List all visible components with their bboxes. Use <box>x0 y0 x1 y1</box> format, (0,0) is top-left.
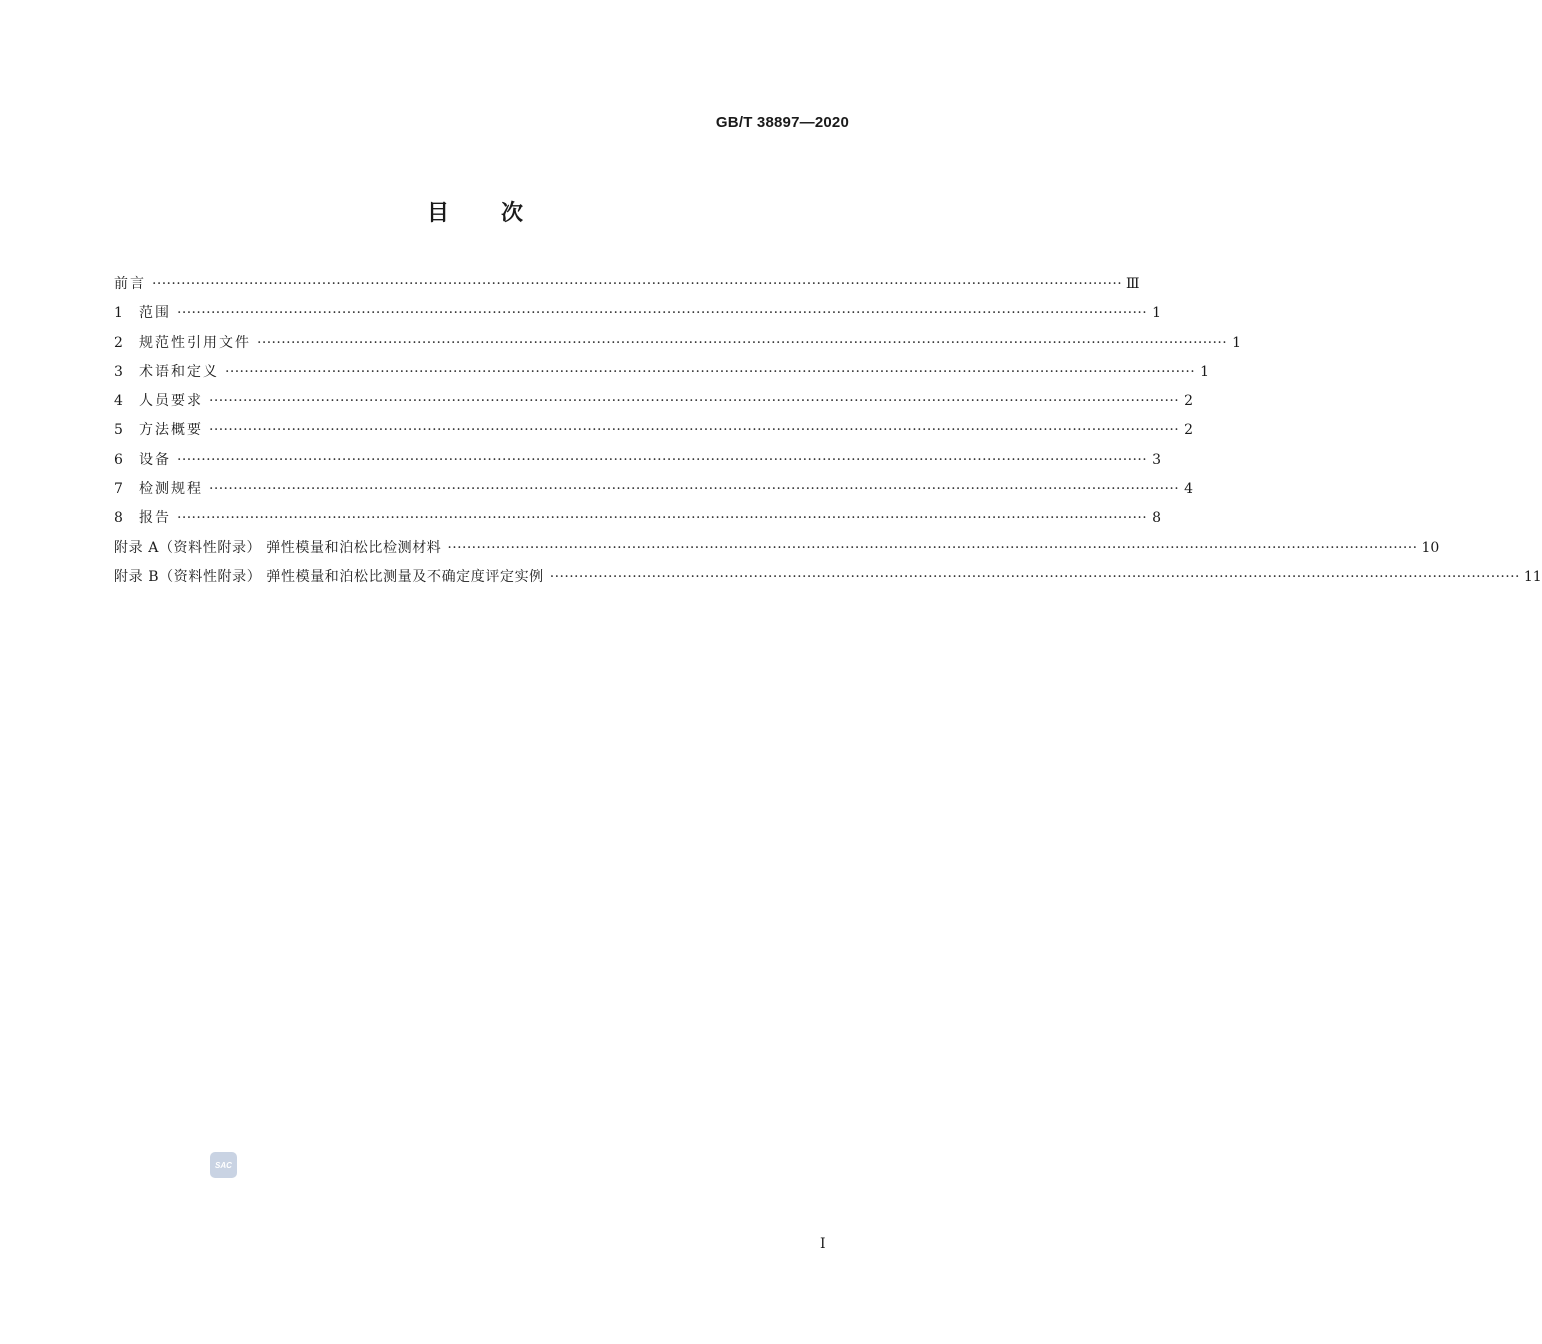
sac-logo-icon <box>210 1152 237 1178</box>
toc-entry-terms-definitions[interactable] <box>114 362 1210 391</box>
toc-entry-number: 3 <box>114 363 123 380</box>
toc-entry-number: 6 <box>114 451 123 468</box>
toc-entry-page: 2 <box>1184 393 1194 410</box>
toc-leader-dots: ········································································································································································································ <box>177 451 1148 468</box>
toc-leader-dots: ········································································································································································································ <box>447 539 1418 556</box>
svg-text:SAC: SAC <box>215 1161 232 1170</box>
toc-entry-label: 术语和定义 <box>139 363 219 380</box>
table-of-contents <box>114 274 1542 596</box>
toc-entry-label: 范围 <box>139 305 171 322</box>
toc-leader-dots: ········································································································································································································ <box>177 510 1148 527</box>
toc-entry-label: 前言 <box>114 276 146 292</box>
title-char-1: 目 <box>426 201 449 226</box>
toc-entry-label: 报告 <box>139 510 171 527</box>
toc-entry-test-procedure[interactable] <box>114 479 1194 508</box>
toc-entry-page: 11 <box>1523 568 1542 585</box>
page-title <box>0 196 950 227</box>
toc-entry-foreword[interactable] <box>114 274 1140 303</box>
toc-entry-label: 附录 A（资料性附录） 弹性模量和泊松比检测材料 <box>114 539 442 556</box>
toc-entry-number: 8 <box>114 510 123 527</box>
toc-leader-dots: ········································································································································································································ <box>209 481 1180 498</box>
toc-leader-dots: ········································································································································································································ <box>177 305 1148 322</box>
toc-entry-appendix-b[interactable] <box>114 567 1542 596</box>
toc-entry-normative-references[interactable] <box>114 333 1242 362</box>
toc-leader-dots: ········································································································································································································ <box>209 422 1180 439</box>
toc-entry-page: 2 <box>1184 422 1194 439</box>
toc-entry-page: 1 <box>1232 334 1242 351</box>
toc-entry-page: 3 <box>1152 451 1162 468</box>
toc-leader-dots: ········································································································································································································ <box>549 568 1520 585</box>
toc-entry-page: 4 <box>1184 481 1194 498</box>
title-char-2: 次 <box>501 201 524 226</box>
toc-entry-scope[interactable] <box>114 303 1162 332</box>
toc-entry-number: 4 <box>114 393 123 410</box>
toc-entry-label: 设备 <box>139 451 171 468</box>
toc-leader-dots: ········································································································································································································ <box>152 276 1123 292</box>
toc-leader-dots: ········································································································································································································ <box>209 393 1180 410</box>
toc-entry-number: 7 <box>114 481 123 498</box>
toc-entry-appendix-a[interactable] <box>114 538 1440 567</box>
toc-entry-page: Ⅲ <box>1126 276 1140 292</box>
toc-entry-number: 1 <box>114 305 123 322</box>
toc-entry-report[interactable] <box>114 508 1162 537</box>
toc-leader-dots: ········································································································································································································ <box>257 334 1228 351</box>
toc-leader-dots: ········································································································································································································ <box>225 363 1196 380</box>
toc-entry-page: 10 <box>1421 539 1440 556</box>
toc-entry-label: 人员要求 <box>139 393 203 410</box>
standard-code: GB/T 38897—2020 <box>715 114 849 131</box>
toc-entry-number: 2 <box>114 334 123 351</box>
page-number: I <box>820 1236 826 1252</box>
toc-entry-label: 检测规程 <box>139 481 203 498</box>
toc-entry-page: 1 <box>1152 305 1162 322</box>
toc-entry-label: 方法概要 <box>139 422 203 439</box>
toc-entry-page: 8 <box>1152 510 1162 527</box>
toc-entry-personnel-requirements[interactable] <box>114 391 1194 420</box>
toc-entry-method-overview[interactable] <box>114 420 1194 449</box>
toc-entry-equipment[interactable] <box>114 450 1162 479</box>
toc-entry-number: 5 <box>114 422 123 439</box>
toc-entry-label: 附录 B（资料性附录） 弹性模量和泊松比测量及不确定度评定实例 <box>114 568 544 585</box>
toc-entry-page: 1 <box>1200 363 1210 380</box>
toc-entry-label: 规范性引用文件 <box>139 334 251 351</box>
